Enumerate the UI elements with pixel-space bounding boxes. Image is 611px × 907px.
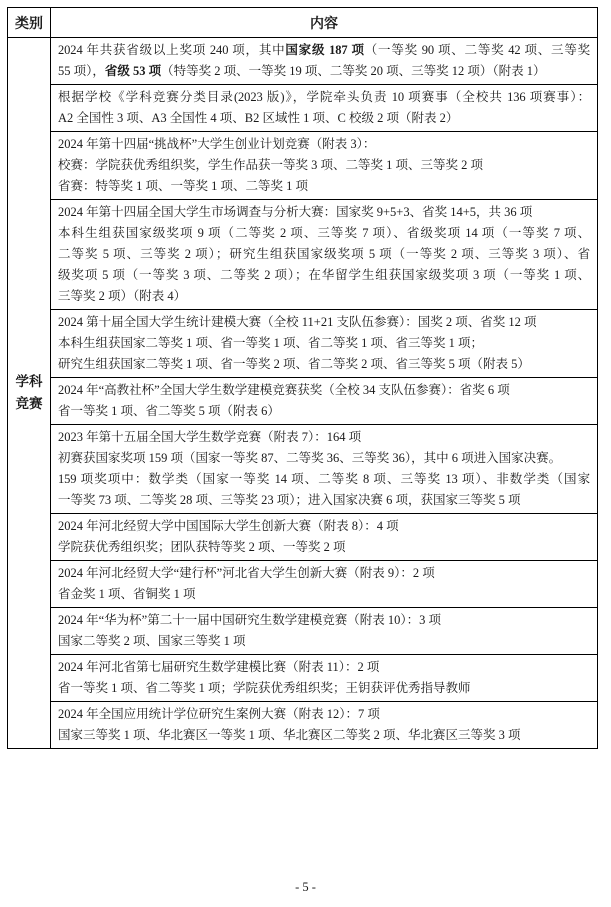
table-row <box>51 425 597 514</box>
bold-text-segment: 省级 53 项 <box>104 64 162 78</box>
text-line <box>58 202 590 223</box>
text-segment: 省一等奖 1 项、省二等奖 1 项；学院获优秀组织奖；王钥获评优秀指导教师 <box>58 681 471 695</box>
text-segment: 2024 年“高教社杯”全国大学生数学建模竞赛获奖（全校 34 支队伍参赛）：省奖 6 项 <box>58 383 510 397</box>
table-row <box>51 85 597 132</box>
text-line <box>58 725 590 746</box>
text-segment: 2024 年共获省级以上奖项 240 项，其中 <box>58 43 286 57</box>
page-number: - 5 - <box>295 880 316 894</box>
table-row <box>51 561 597 608</box>
text-line <box>58 704 590 725</box>
text-line <box>58 401 590 422</box>
text-segment: 国家三等奖 1 项、华北赛区一等奖 1 项、华北赛区二等奖 2 项、华北赛区三等奖 3 项 <box>58 728 521 742</box>
text-segment: 学院获优秀组织奖；团队获特等奖 2 项、一等奖 2 项 <box>58 540 346 554</box>
text-segment: 2024 年第十四届全国大学生市场调查与分析大赛：国家奖 9+5+3、省奖 14+5，共 36 项 <box>58 205 533 219</box>
text-line <box>58 265 590 286</box>
text-segment: A2 全国性 3 项、A3 全国性 4 项、B2 区域性 1 项、C 校级 2 项（附表 2） <box>58 111 459 125</box>
text-line <box>58 427 590 448</box>
text-line <box>58 286 590 307</box>
text-line <box>58 87 590 108</box>
content-rows <box>51 38 597 748</box>
text-segment: 三等奖 2 项）（附表 4） <box>58 289 187 303</box>
table-body-row <box>8 38 597 748</box>
text-segment: 国家二等奖 2 项、国家三等奖 1 项 <box>58 634 246 648</box>
header-category-cell: 类别 <box>8 8 51 37</box>
text-line <box>58 469 590 490</box>
text-line <box>58 516 590 537</box>
text-segment: 省一等奖 1 项、省二等奖 5 项（附表 6） <box>58 404 280 418</box>
text-segment: 2024 年全国应用统计学位研究生案例大赛（附表 12）：7 项 <box>58 707 380 721</box>
table-row <box>51 378 597 425</box>
text-line <box>58 155 590 176</box>
text-line <box>58 312 590 333</box>
table-row <box>51 655 597 702</box>
text-segment: 2024 年河北经贸大学中国国际大学生创新大赛（附表 8）：4 项 <box>58 519 399 533</box>
text-line <box>58 448 590 469</box>
table-row <box>51 310 597 378</box>
text-line <box>58 584 590 605</box>
text-line <box>58 563 590 584</box>
text-segment: 2023 年第十五届全国大学生数学竞赛（附表 7）：164 项 <box>58 430 362 444</box>
text-line <box>58 223 590 244</box>
text-segment: 159 项奖项中：数学类（国家一等奖 14 项、二等奖 8 项、三等奖 13 项）、非数学类（国家 <box>58 472 590 486</box>
text-line <box>58 61 590 82</box>
text-segment: 省金奖 1 项、省铜奖 1 项 <box>58 587 196 601</box>
text-segment: 省赛：特等奖 1 项、一等奖 1 项、二等奖 1 项 <box>58 179 309 193</box>
category-label: 学科竞赛 <box>15 374 43 411</box>
text-line <box>58 176 590 197</box>
text-line <box>58 134 590 155</box>
text-segment: 2024 年“华为杯”第二十一届中国研究生数学建模竞赛（附表 10）：3 项 <box>58 613 441 627</box>
text-segment: 初赛获国家奖项 159 项（国家一等奖 87、二等奖 36、三等奖 36），其中 6 项进入国家决赛。 <box>58 451 562 465</box>
text-segment: 2024 年第十四届“挑战杯”大学生创业计划竞赛（附表 3）： <box>58 137 376 151</box>
text-line <box>58 244 590 265</box>
text-segment: 本科生组获国家二等奖 1 项、省一等奖 1 项、省二等奖 1 项、省三等奖 1 项； <box>58 336 484 350</box>
achievements-table <box>7 7 598 749</box>
table-row <box>51 132 597 200</box>
text-segment: 二等奖 5 项、三等奖 2 项）；研究生组获国家级奖项 5 项（一等奖 2 项、三等奖 3 项）、省 <box>58 247 590 261</box>
table-row <box>51 702 597 748</box>
table-row <box>51 608 597 655</box>
text-line <box>58 678 590 699</box>
text-segment: 55 项）， <box>58 64 105 78</box>
table-row <box>51 38 597 85</box>
text-line <box>58 40 590 61</box>
text-line <box>58 354 590 375</box>
text-line <box>58 490 590 511</box>
text-segment: 根据学校《学科竞赛分类目录(2023 版)》，学院牵头负责 10 项赛事（全校共 136 项赛事）： <box>58 90 590 104</box>
text-line <box>58 631 590 652</box>
text-line <box>58 610 590 631</box>
table-row <box>51 200 597 310</box>
text-segment: 2024 年河北省第七届研究生数学建模比赛（附表 11）：2 项 <box>58 660 380 674</box>
table-header-row <box>8 8 597 38</box>
header-content-cell: 内容 <box>310 17 338 32</box>
bold-text-segment: 国家级 187 项 <box>285 43 365 57</box>
text-segment: 2024 年河北经贸大学“建行杯”河北省大学生创新大赛（附表 9）：2 项 <box>58 566 435 580</box>
text-segment: 级奖项 5 项（一等奖 3 项、二等奖 2 项）；在华留学生组获国家级奖项 3 项（一等奖 1 项、 <box>58 268 590 282</box>
text-line <box>58 380 590 401</box>
text-line <box>58 108 590 129</box>
text-segment: 研究生组获国家二等奖 1 项、省一等奖 2 项、省二等奖 2 项、省三等奖 5 项（附表 5） <box>58 357 530 371</box>
text-segment: （一等奖 90 项、二等奖 42 项、三等奖 <box>364 43 590 57</box>
category-cell <box>8 38 51 748</box>
text-line <box>58 537 590 558</box>
text-line <box>58 657 590 678</box>
text-line <box>58 333 590 354</box>
text-segment: 一等奖 73 项、二等奖 28 项、三等奖 23 项）；进入国家决赛 6 项，获国家三等奖 5 项 <box>58 493 521 507</box>
text-segment: 本科生组获国家级奖项 9 项（二等奖 2 项、三等奖 7 项）、省级奖项 14 项（一等奖 7 项、 <box>58 226 590 240</box>
table-row <box>51 514 597 561</box>
text-segment: （特等奖 2 项、一等奖 19 项、二等奖 20 项、三等奖 12 项）（附表 1） <box>161 64 546 78</box>
text-segment: 校赛：学院获优秀组织奖，学生作品获一等奖 3 项、二等奖 1 项、三等奖 2 项 <box>58 158 484 172</box>
text-segment: 2024 第十届全国大学生统计建模大赛（全校 11+21 支队伍参赛）：国奖 2 项、省奖 12 项 <box>58 315 537 329</box>
